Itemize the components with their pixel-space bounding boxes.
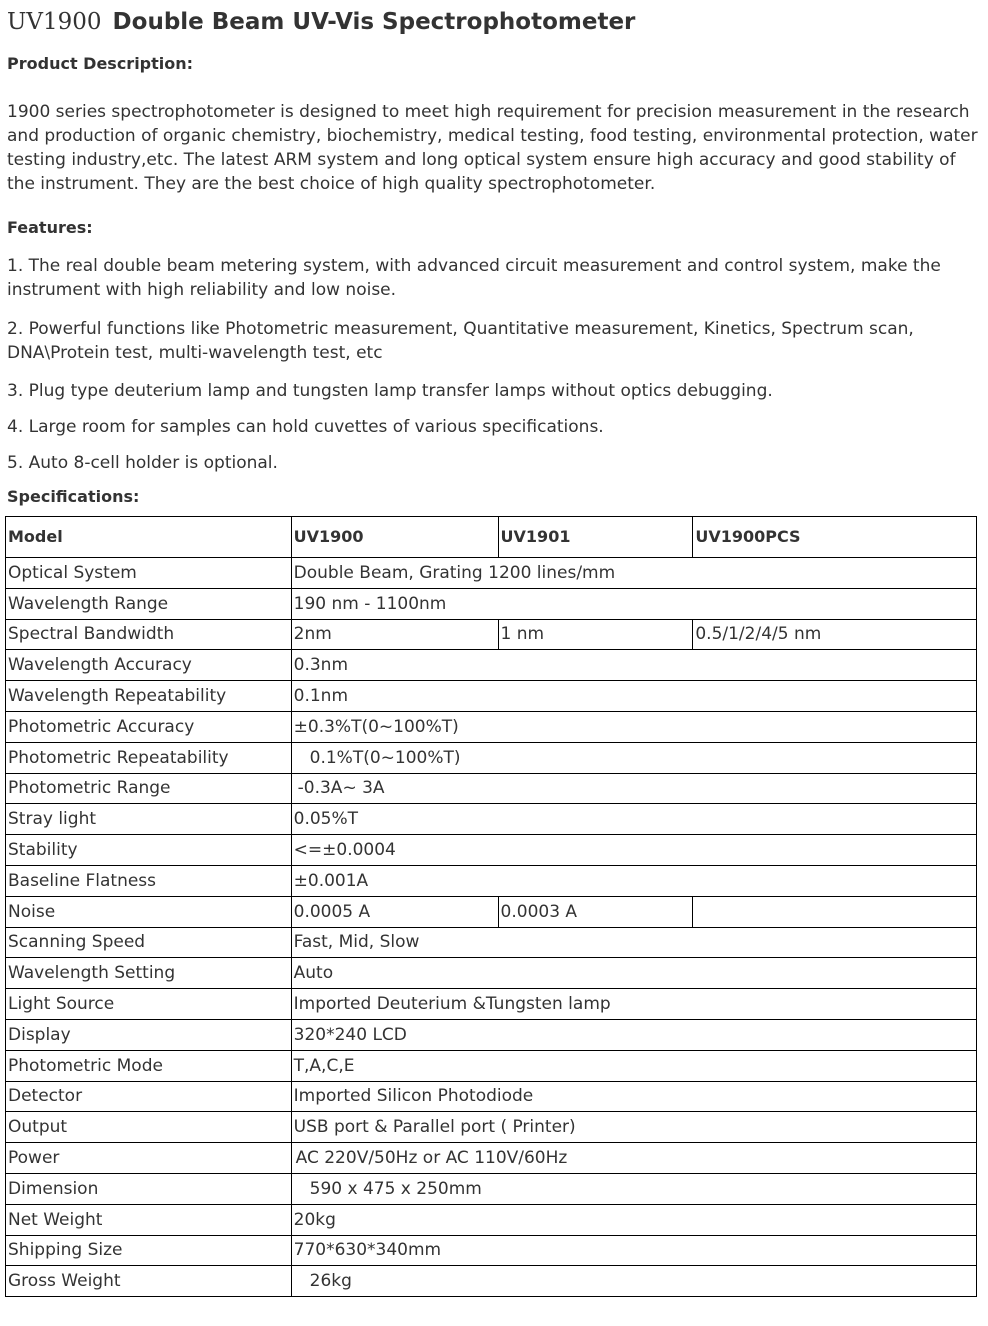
- title-product-name: Double Beam UV-Vis Spectrophotometer: [112, 9, 636, 35]
- header-cell-uv1900: UV1900: [291, 517, 498, 558]
- spec-label-cell: Display: [6, 1019, 292, 1050]
- feature-item: 3. Plug type deuterium lamp and tungsten lamp transfer lamps without optics debugging.: [7, 381, 773, 401]
- table-row: [6, 1081, 977, 1112]
- table-row: [6, 835, 977, 866]
- spec-value-cell: 0.1nm: [291, 681, 976, 712]
- spec-label-cell: Wavelength Accuracy: [6, 650, 292, 681]
- spec-value-cell: ±0.3%T(0~100%T): [291, 711, 976, 742]
- spec-value-cell: 0.0003 A: [498, 896, 693, 927]
- spec-value-cell: 0.1%T(0~100%T): [291, 742, 976, 773]
- table-row: [6, 1143, 977, 1174]
- table-header-row: [6, 517, 977, 558]
- spec-label-cell: Photometric Mode: [6, 1050, 292, 1081]
- table-row: [6, 773, 977, 804]
- spec-label-cell: Wavelength Setting: [6, 958, 292, 989]
- title-model: UV1900: [7, 9, 102, 35]
- spec-label-cell: Gross Weight: [6, 1266, 292, 1297]
- table-row: [6, 558, 977, 589]
- spec-label-cell: Photometric Repeatability: [6, 742, 292, 773]
- table-row: [6, 619, 977, 650]
- spec-value-cell: 0.5/1/2/4/5 nm: [693, 619, 977, 650]
- spec-value-cell: ±0.001A: [291, 865, 976, 896]
- spec-value-cell: 0.3nm: [291, 650, 976, 681]
- table-row: [6, 588, 977, 619]
- spec-value-cell: 26kg: [291, 1266, 976, 1297]
- spec-value-cell: [693, 896, 977, 927]
- spec-label-cell: Photometric Accuracy: [6, 711, 292, 742]
- product-description-heading: Product Description:: [7, 54, 194, 73]
- feature-item: 4. Large room for samples can hold cuvettes of various specifications.: [7, 417, 604, 437]
- spec-label-cell: Power: [6, 1143, 292, 1174]
- table-row: [6, 1204, 977, 1235]
- specifications-table: [5, 516, 977, 1297]
- spec-label-cell: Output: [6, 1112, 292, 1143]
- spec-value-cell: 0.05%T: [291, 804, 976, 835]
- spec-value-cell: AC 220V/50Hz or AC 110V/60Hz: [291, 1143, 976, 1174]
- table-row: [6, 927, 977, 958]
- table-row: [6, 681, 977, 712]
- spec-value-cell: Imported Silicon Photodiode: [291, 1081, 976, 1112]
- spec-value-cell: 190 nm - 1100nm: [291, 588, 976, 619]
- feature-item: 1. The real double beam metering system, with advanced circuit measurement and control system, make the instrument with high reliability and low noise.: [7, 256, 941, 300]
- spec-value-cell: Double Beam, Grating 1200 lines/mm: [291, 558, 976, 589]
- spec-value-cell: <=±0.0004: [291, 835, 976, 866]
- table-row: [6, 1173, 977, 1204]
- spec-label-cell: Scanning Speed: [6, 927, 292, 958]
- product-description-text: 1900 series spectrophotometer is designed to meet high requirement for precision measurement in the research and production of organic chemistry, biochemistry, medical testing, food testing, environmental protection, water testing industry,etc. The latest ARM system and long optical system ensure high accuracy and good stability of the instrument. They are the best choice of high quality spectrophotometer.: [7, 102, 978, 194]
- spec-value-cell: T,A,C,E: [291, 1050, 976, 1081]
- spec-value-cell: Auto: [291, 958, 976, 989]
- feature-item: 2. Powerful functions like Photometric measurement, Quantitative measurement, Kinetics, Spectrum scan, DNA\Protein test, multi-wavelength test, etc: [7, 319, 914, 363]
- spec-label-cell: Stability: [6, 835, 292, 866]
- table-row: [6, 742, 977, 773]
- header-cell-uv1900pcs: UV1900PCS: [693, 517, 977, 558]
- spec-value-cell: 770*630*340mm: [291, 1235, 976, 1266]
- table-row: [6, 1050, 977, 1081]
- specifications-heading: Specifications:: [7, 487, 140, 506]
- table-row: [6, 1112, 977, 1143]
- table-row: [6, 1235, 977, 1266]
- table-row: [6, 650, 977, 681]
- page-title: [7, 6, 981, 38]
- spec-label-cell: Wavelength Range: [6, 588, 292, 619]
- spec-value-cell: 320*240 LCD: [291, 1019, 976, 1050]
- table-row: [6, 711, 977, 742]
- spec-label-cell: Baseline Flatness: [6, 865, 292, 896]
- table-row: [6, 958, 977, 989]
- spec-label-cell: Detector: [6, 1081, 292, 1112]
- table-row: [6, 865, 977, 896]
- table-row: [6, 804, 977, 835]
- spec-value-cell: 20kg: [291, 1204, 976, 1235]
- spec-label-cell: Light Source: [6, 989, 292, 1020]
- spec-label-cell: Photometric Range: [6, 773, 292, 804]
- spec-label-cell: Optical System: [6, 558, 292, 589]
- spec-value-cell: USB port & Parallel port ( Printer): [291, 1112, 976, 1143]
- spec-value-cell: Fast, Mid, Slow: [291, 927, 976, 958]
- spec-label-cell: Noise: [6, 896, 292, 927]
- table-row: [6, 989, 977, 1020]
- spec-value-cell: -0.3A~ 3A: [291, 773, 976, 804]
- product-page: [0, 0, 988, 38]
- spec-label-cell: Stray light: [6, 804, 292, 835]
- spec-value-cell: 590 x 475 x 250mm: [291, 1173, 976, 1204]
- spec-label-cell: Wavelength Repeatability: [6, 681, 292, 712]
- spec-label-cell: Net Weight: [6, 1204, 292, 1235]
- table-row: [6, 1019, 977, 1050]
- table-row: [6, 1266, 977, 1297]
- header-cell-model: Model: [6, 517, 292, 558]
- spec-value-cell: Imported Deuterium &Tungsten lamp: [291, 989, 976, 1020]
- spec-value-cell: 2nm: [291, 619, 498, 650]
- spec-label-cell: Spectral Bandwidth: [6, 619, 292, 650]
- features-heading: Features:: [7, 218, 93, 237]
- spec-value-cell: 0.0005 A: [291, 896, 498, 927]
- specifications-table-body: [6, 517, 977, 1297]
- header-cell-uv1901: UV1901: [498, 517, 693, 558]
- table-row: [6, 896, 977, 927]
- spec-label-cell: Dimension: [6, 1173, 292, 1204]
- spec-value-cell: 1 nm: [498, 619, 693, 650]
- spec-label-cell: Shipping Size: [6, 1235, 292, 1266]
- feature-item: 5. Auto 8-cell holder is optional.: [7, 453, 278, 473]
